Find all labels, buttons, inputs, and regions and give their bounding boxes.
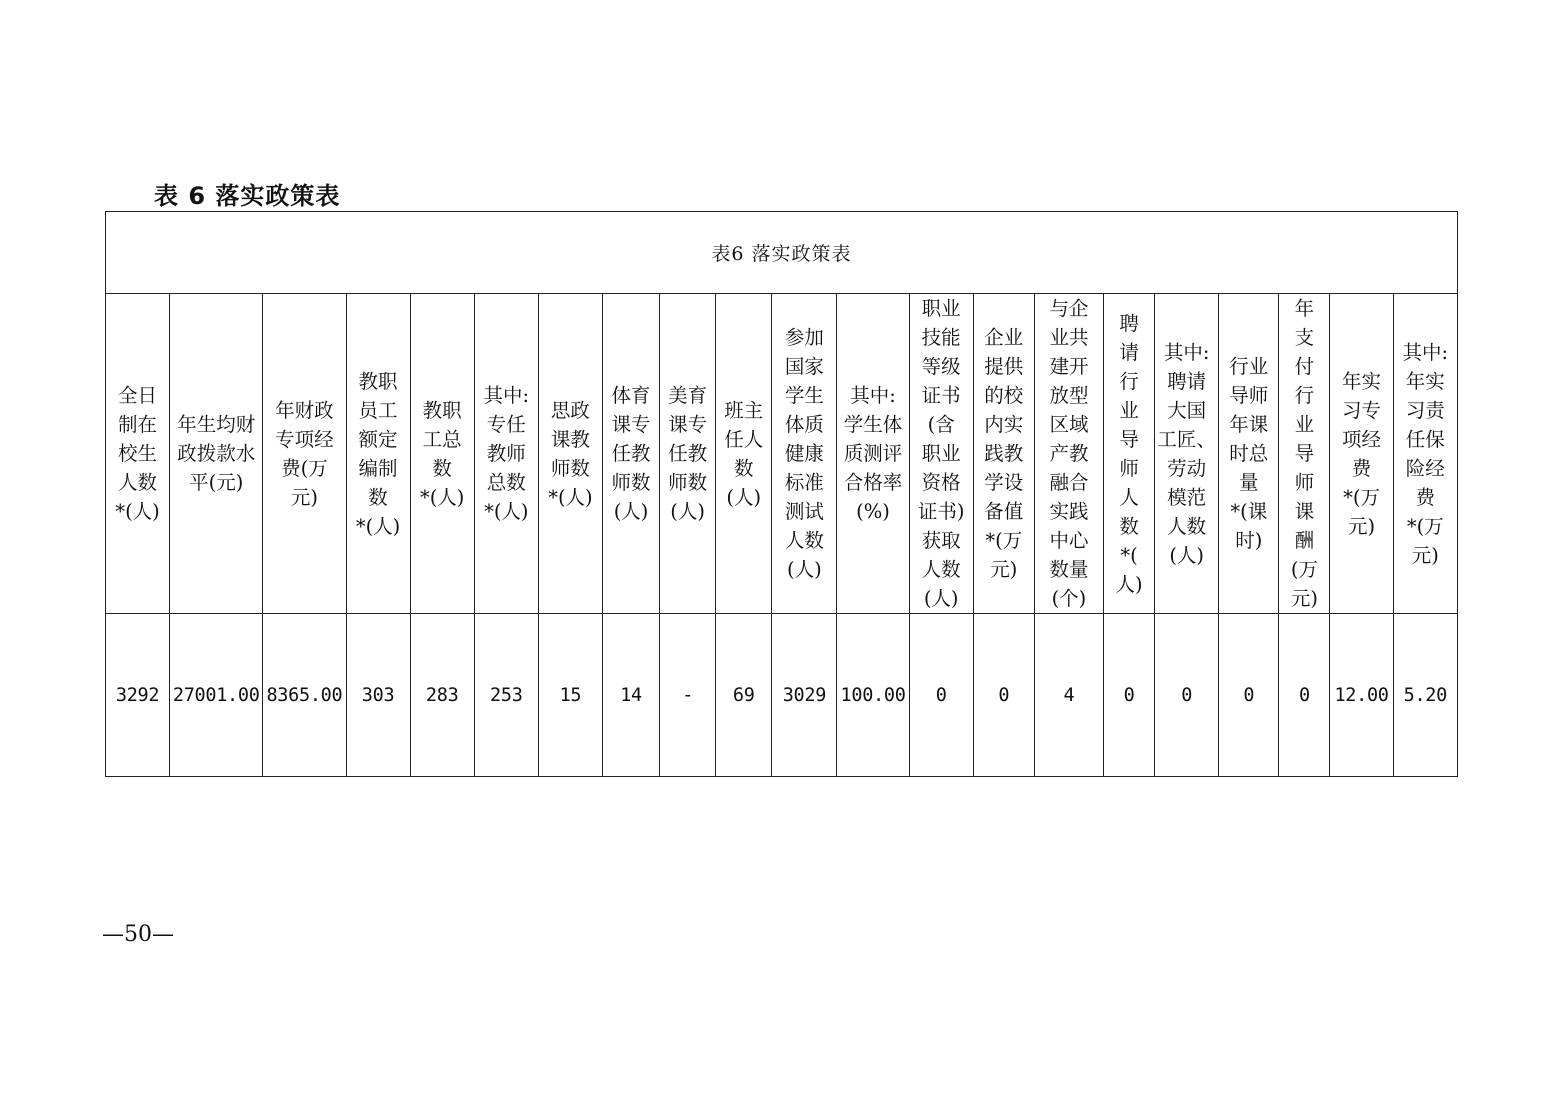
page-heading: 表 6 落实政策表: [154, 182, 341, 210]
column-header: [837, 294, 909, 614]
value-cell: 27001.00: [170, 614, 263, 777]
value-cell: 3029: [772, 614, 837, 777]
value-cell: 283: [410, 614, 474, 777]
column-header: [909, 294, 973, 614]
column-header-label: 班主 任人 数 (人): [724, 398, 764, 509]
column-header-label: 其中: 聘请 大国 工匠、 劳动 模范 人数 (人): [1157, 340, 1216, 567]
header-row: [106, 294, 1458, 614]
column-header-label: 年财政 专项经 费(万 元): [275, 398, 334, 509]
value-cell: 5.20: [1393, 614, 1457, 777]
column-header: [1393, 294, 1457, 614]
column-header-label: 其中: 学生体 质测评 合格率 (%): [843, 384, 903, 523]
column-header: [1034, 294, 1103, 614]
value-cell: 253: [474, 614, 538, 777]
column-header-label: 行业 导师 年课 时总 量 *(课 时): [1229, 355, 1269, 552]
value-cell: 0: [1279, 614, 1330, 777]
column-header-label: 思政 课教 师数 *(人): [548, 398, 593, 509]
column-header-label: 职业 技能 等级 证书 (含 职业 资格 证书) 获取 人数 (人): [917, 297, 965, 610]
value-cell: 12.00: [1330, 614, 1393, 777]
column-header: [106, 294, 170, 614]
value-cell: -: [660, 614, 716, 777]
policy-table: [105, 211, 1458, 777]
column-header: [973, 294, 1034, 614]
column-header-label: 其中: 年实 习责 任保 险经 费 *(万 元): [1402, 340, 1449, 567]
column-header: [1279, 294, 1330, 614]
column-header: [1104, 294, 1155, 614]
column-header-label: 聘 请 行 业 导 师 人 数 *( 人): [1115, 311, 1143, 596]
column-header-label: 企业 提供 的校 内实 践教 学设 备值 *(万 元): [984, 326, 1024, 581]
column-header-label: 教职 工总 数 *(人): [419, 398, 465, 509]
value-cell: 69: [716, 614, 772, 777]
column-header-label: 年 支 付 行 业 导 师 课 酬 (万 元): [1290, 297, 1318, 610]
value-cell: 303: [346, 614, 410, 777]
column-header-label: 其中: 专任 教师 总数 *(人): [483, 384, 530, 523]
column-header-label: 年实 习专 项经 费 *(万 元): [1342, 369, 1382, 538]
value-cell: 14: [603, 614, 660, 777]
column-header: [346, 294, 410, 614]
page-number: —50—: [102, 922, 174, 947]
table-caption: 表6 落实政策表: [106, 212, 1458, 294]
value-cell: 8365.00: [263, 614, 346, 777]
value-row: [106, 614, 1458, 777]
column-header: [170, 294, 263, 614]
column-header-label: 美育 课专 任教 师数 (人): [668, 384, 708, 523]
column-header: [1219, 294, 1279, 614]
column-header-label: 体育 课专 任教 师数 (人): [611, 384, 651, 523]
column-header: [538, 294, 602, 614]
value-cell: 0: [909, 614, 973, 777]
column-header-label: 教职 员工 额定 编制 数 *(人): [355, 369, 401, 538]
column-header: [474, 294, 538, 614]
column-header: [660, 294, 716, 614]
column-header-label: 全日 制在 校生 人数 *(人): [115, 384, 160, 523]
column-header: [1155, 294, 1219, 614]
value-cell: 3292: [106, 614, 170, 777]
value-cell: 4: [1034, 614, 1103, 777]
value-cell: 15: [538, 614, 602, 777]
column-header: [263, 294, 346, 614]
value-cell: 0: [1104, 614, 1155, 777]
column-header: [603, 294, 660, 614]
value-cell: 0: [1155, 614, 1219, 777]
value-cell: 0: [1219, 614, 1279, 777]
column-header-label: 参加 国家 学生 体质 健康 标准 测试 人数 (人): [784, 326, 824, 581]
column-header-label: 与企 业共 建开 放型 区域 产教 融合 实践 中心 数量 (个): [1049, 297, 1089, 610]
column-header: [410, 294, 474, 614]
column-header: [1330, 294, 1393, 614]
column-header: [716, 294, 772, 614]
value-cell: 0: [973, 614, 1034, 777]
column-header: [772, 294, 837, 614]
column-header-label: 年生均财 政拨款水 平(元): [177, 413, 256, 494]
value-cell: 100.00: [837, 614, 909, 777]
